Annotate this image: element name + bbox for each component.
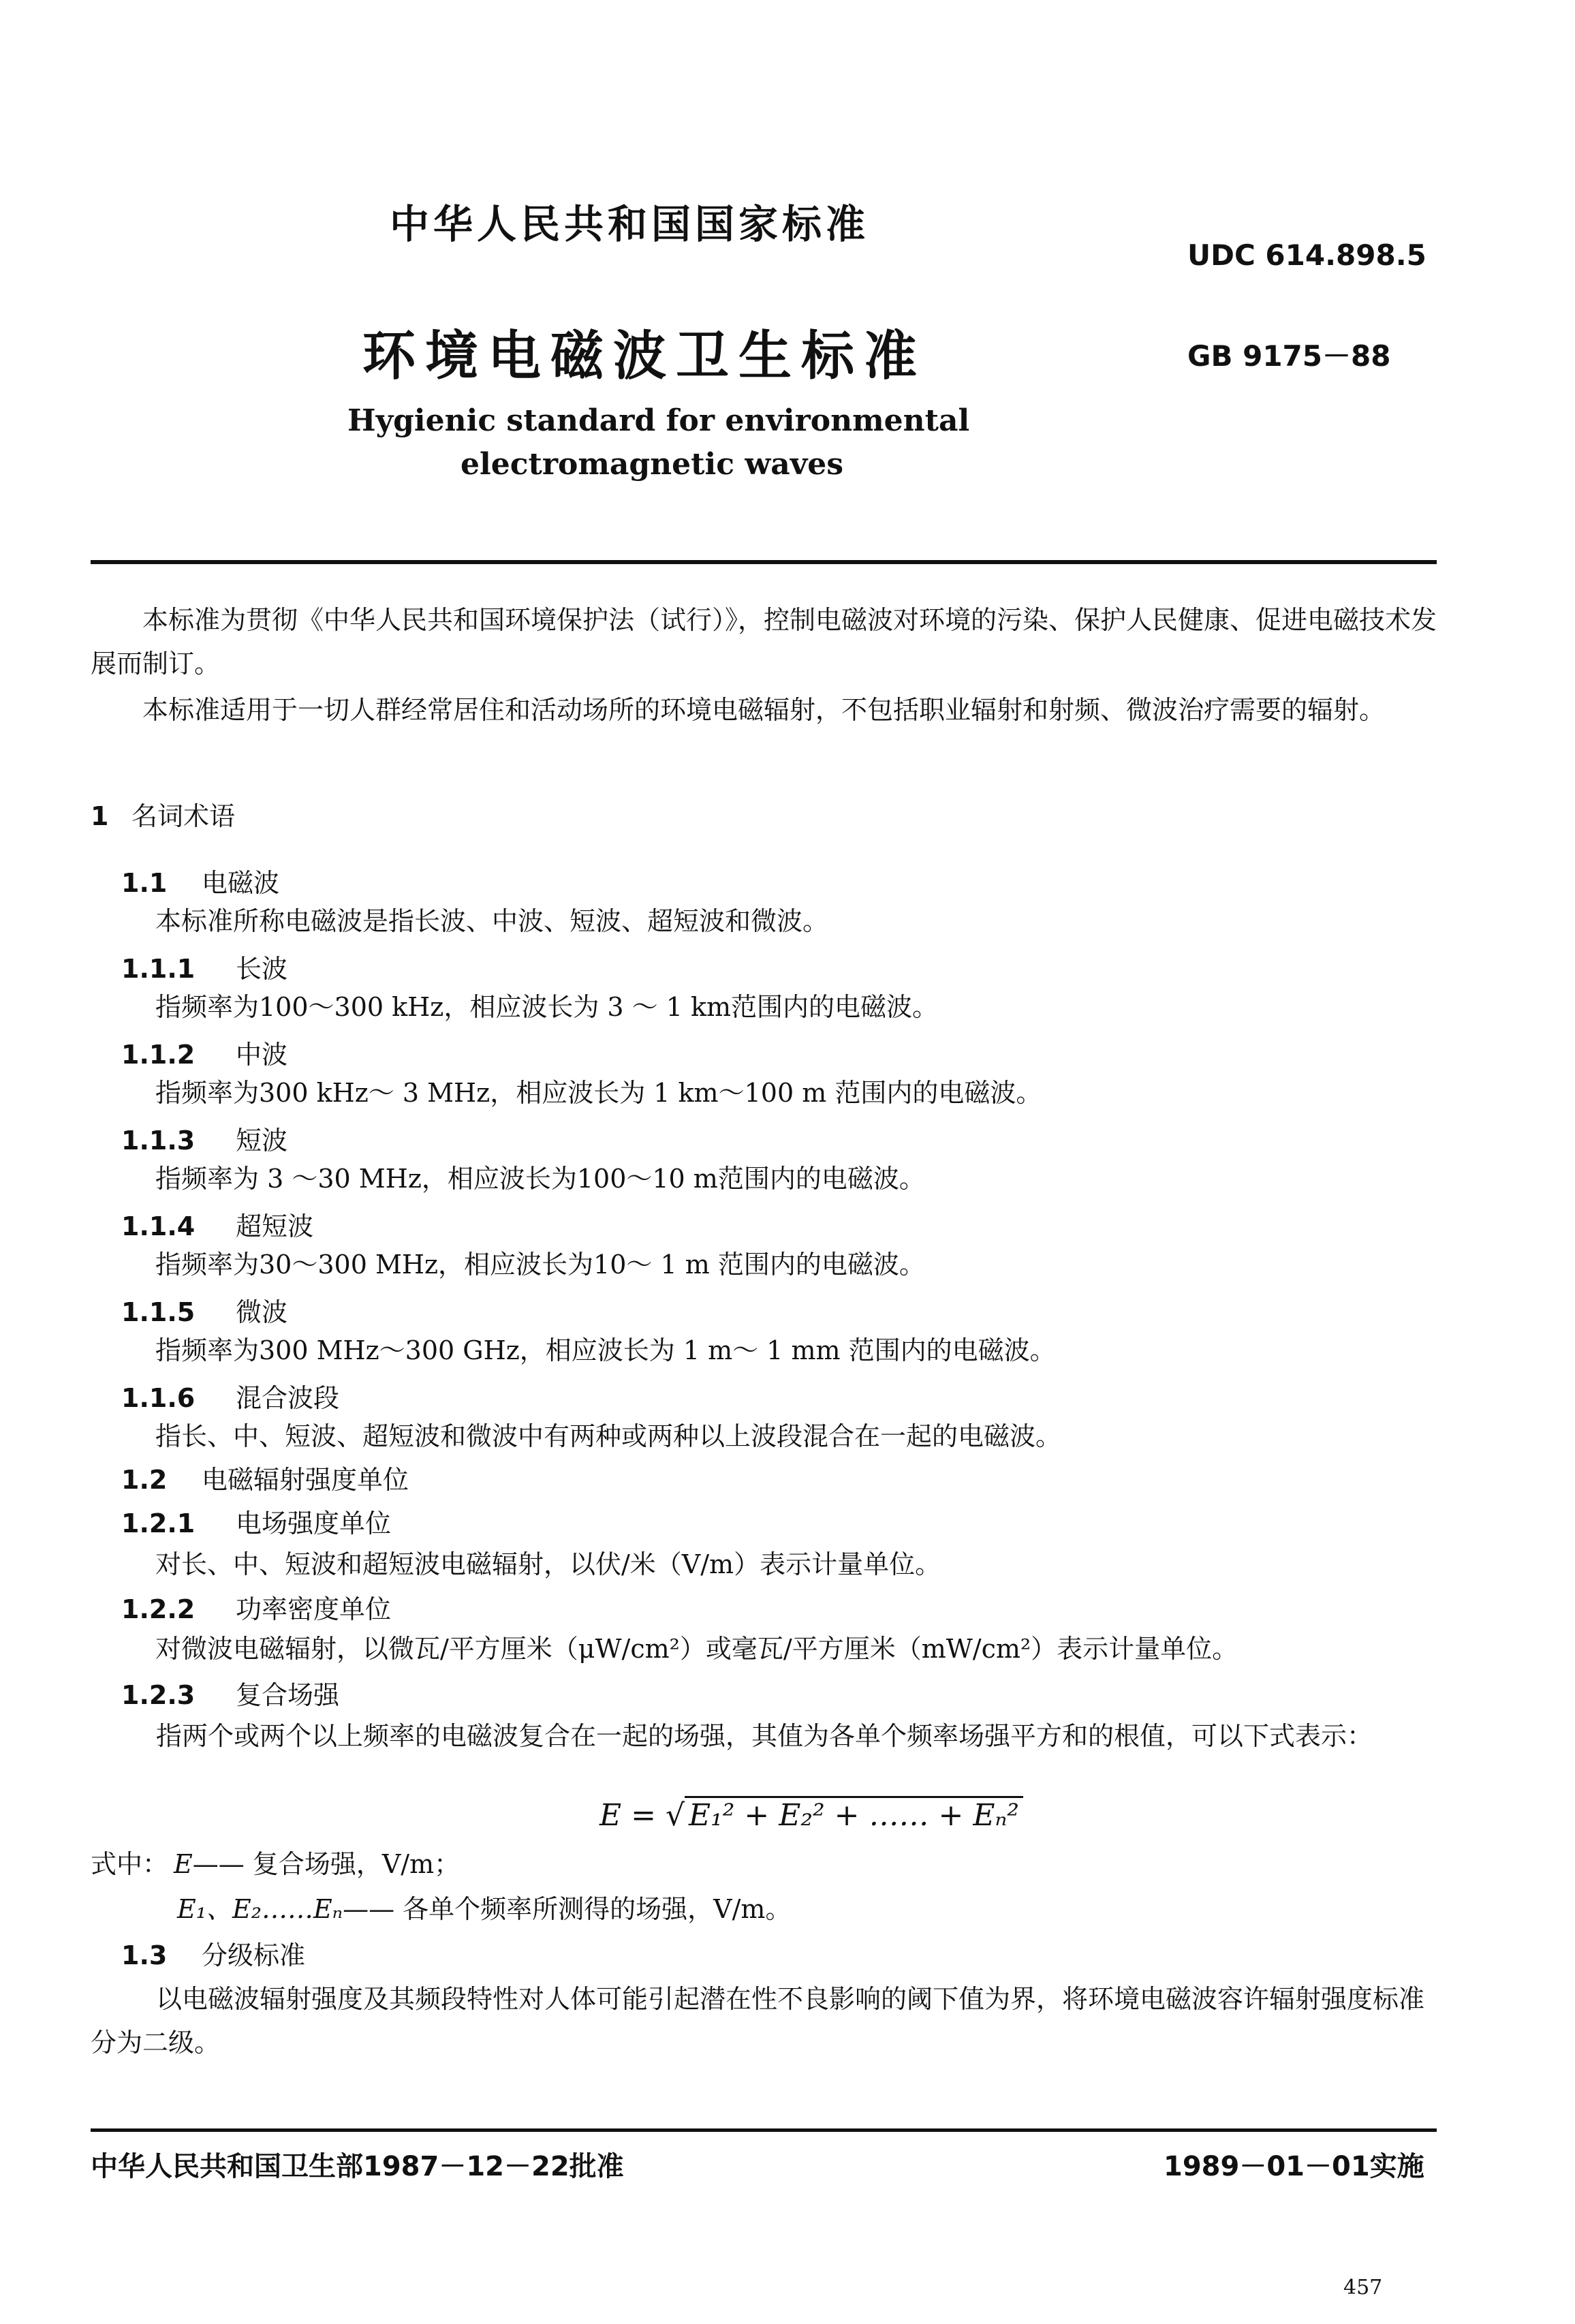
item-title: 长波 — [236, 954, 288, 984]
gb-code: GB 9175－88 — [1187, 339, 1391, 373]
section-number: 1 — [91, 801, 109, 831]
composite-description: 指两个或两个以上频率的电磁波复合在一起的场强，其值为各单个频率场强平方和的根值，可以下式表示： — [156, 1721, 1373, 1751]
item-heading — [121, 865, 279, 901]
bottom-rule — [91, 2128, 1437, 2132]
item-description: 对长、中、短波和超短波电磁辐射，以伏/米（V/m）表示计量单位。 — [155, 1549, 941, 1579]
formula-radicand: E₁² + E₂² + …… + Eₙ² — [685, 1796, 1023, 1833]
item-title: 微波 — [236, 1297, 288, 1327]
item-title: 中波 — [236, 1040, 288, 1070]
item-description: 指频率为30～300 MHz，相应波长为10～ 1 m 范围内的电磁波。 — [155, 1250, 925, 1280]
item-number: 1.1.2 — [121, 1040, 196, 1070]
item-heading — [121, 1506, 391, 1541]
item-heading — [121, 1462, 409, 1498]
item-heading — [121, 1123, 287, 1158]
item-number: 1.3 — [121, 1940, 168, 1970]
item-number: 1.1 — [121, 868, 168, 898]
item-description: 指长、中、短波、超短波和微波中有两种或两种以上波段混合在一起的电磁波。 — [155, 1421, 1062, 1451]
item-number: 1.1.5 — [121, 1297, 196, 1327]
effective-date: 1989－01－01实施 — [1164, 2151, 1424, 2182]
top-rule — [91, 560, 1437, 564]
item-title: 功率密度单位 — [236, 1594, 392, 1624]
item-number: 1.2.1 — [121, 1508, 196, 1538]
item-title: 超短波 — [236, 1211, 314, 1241]
where-line-1 — [91, 1846, 460, 1882]
item-number: 1.2.2 — [121, 1594, 196, 1624]
where-symbol-e: E — [174, 1849, 193, 1879]
item-description: 本标准所称电磁波是指长波、中波、短波、超短波和微波。 — [155, 906, 829, 936]
item-title: 电场强度单位 — [236, 1508, 392, 1538]
item-heading — [121, 1209, 313, 1244]
item-title: 混合波段 — [236, 1383, 340, 1413]
intro-paragraph-2: 本标准适用于一切人群经常居住和活动场所的环境电磁辐射，不包括职业辐射和射频、微波治疗需要的辐射。 — [142, 695, 1386, 725]
formula-lhs: E = — [599, 1798, 656, 1833]
grading-description: 以电磁波辐射强度及其频段特性对人体可能引起潜在性不良影响的阈下值为界，将环境电磁波容许辐射强度标准分为二级。 — [91, 1984, 1425, 2058]
item-title: 电磁辐射强度单位 — [202, 1465, 409, 1495]
item-number: 1.2.3 — [121, 1680, 196, 1710]
org-title: 中华人民共和国国家标准 — [390, 201, 870, 247]
where-desc-en: —— 各单个频率所测得的场强，V/m。 — [343, 1894, 792, 1924]
where-symbol-en: E₁、E₂……Eₙ — [177, 1894, 343, 1924]
item-heading — [121, 1938, 305, 1973]
item-heading — [121, 1677, 339, 1713]
item-title: 复合场强 — [236, 1680, 340, 1710]
section-title: 名词术语 — [131, 801, 236, 831]
item-heading — [121, 951, 287, 987]
where-desc-e: —— 复合场强，V/m； — [192, 1849, 461, 1879]
item-number: 1.1.6 — [121, 1383, 196, 1413]
section-heading — [91, 799, 235, 834]
page-number: 457 — [1343, 2276, 1383, 2299]
item-description: 指频率为300 kHz～ 3 MHz，相应波长为 1 km～100 m 范围内的电磁波。 — [155, 1078, 1042, 1108]
item-description: 指频率为100～300 kHz，相应波长为 3 ～ 1 km范围内的电磁波。 — [155, 992, 939, 1022]
udc-code: UDC 614.898.5 — [1187, 238, 1426, 272]
item-description: 指频率为 3 ～30 MHz，相应波长为100～10 m范围内的电磁波。 — [155, 1164, 925, 1194]
approval-line: 中华人民共和国卫生部1987－12－22批准 — [91, 2151, 624, 2182]
where-prefix: 式中： — [91, 1849, 169, 1879]
item-number: 1.1.3 — [121, 1126, 196, 1156]
item-number: 1.1.1 — [121, 954, 196, 984]
item-title: 短波 — [236, 1126, 288, 1156]
item-description: 指频率为300 MHz～300 GHz，相应波长为 1 m～ 1 mm 范围内的电磁波。 — [155, 1335, 1056, 1365]
item-heading — [121, 1037, 287, 1072]
item-number: 1.2 — [121, 1465, 168, 1495]
item-heading — [121, 1380, 339, 1416]
composite-formula — [599, 1796, 1023, 1833]
where-line-2 — [177, 1891, 791, 1927]
english-title-line-2: electromagnetic waves — [461, 447, 844, 482]
item-number: 1.1.4 — [121, 1211, 196, 1241]
item-title: 电磁波 — [202, 868, 280, 898]
document-title: 环境电磁波卫生标准 — [362, 326, 927, 387]
intro-paragraph-1: 本标准为贯彻《中华人民共和国环境保护法（试行）》，控制电磁波对环境的污染、保护人民健康、促进电磁技术发展而制订。 — [91, 605, 1437, 679]
item-heading — [121, 1592, 391, 1627]
item-title: 分级标准 — [202, 1940, 306, 1970]
item-heading — [121, 1295, 287, 1330]
english-title-line-1: Hygienic standard for environmental — [347, 403, 970, 438]
item-description: 对微波电磁辐射，以微瓦/平方厘米（μW/cm²）或毫瓦/平方厘米（mW/cm²）表示计量单位。 — [155, 1634, 1238, 1664]
sqrt-symbol: √ — [665, 1798, 685, 1833]
